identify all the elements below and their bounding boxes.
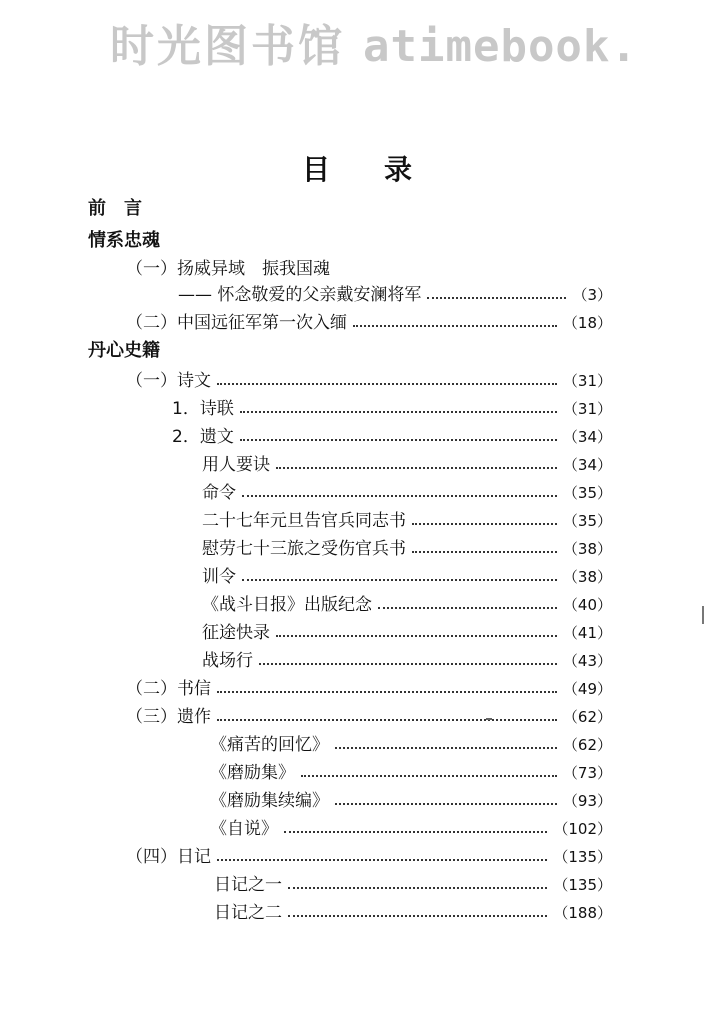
toc-heading-section-1 bbox=[88, 228, 288, 254]
toc-page-number: （31） bbox=[562, 400, 612, 418]
toc-entry bbox=[172, 396, 612, 422]
toc-page-number: （62） bbox=[562, 708, 612, 726]
watermark-chinese: 时光图书馆 bbox=[110, 21, 345, 72]
toc-entry-label: 命令 bbox=[202, 483, 236, 503]
toc-page-number: （41） bbox=[562, 624, 612, 642]
toc-entry-label: 2．遗文 bbox=[172, 427, 234, 447]
dot-leader bbox=[240, 439, 557, 441]
toc-entry bbox=[214, 872, 612, 898]
watermark-latin: atimebook. bbox=[363, 21, 638, 72]
toc-entry bbox=[210, 760, 612, 786]
toc-entry bbox=[126, 310, 612, 336]
toc-entry bbox=[126, 704, 612, 730]
toc-page-number: （31） bbox=[562, 372, 612, 390]
dot-leader bbox=[242, 495, 557, 497]
toc-entry-label: 慰劳七十三旅之受伤官兵书 bbox=[202, 539, 406, 559]
toc-entry-label: 二十七年元旦告官兵同志书 bbox=[202, 511, 406, 531]
toc-entry-label: 战场行 bbox=[202, 651, 253, 671]
toc-entry bbox=[126, 256, 426, 282]
toc-page-number: （43） bbox=[562, 652, 612, 670]
toc-entry bbox=[178, 282, 612, 308]
dot-leader bbox=[412, 523, 557, 525]
toc-entry-label: 日记之二 bbox=[214, 903, 282, 923]
toc-entry bbox=[214, 900, 612, 926]
toc-entry bbox=[202, 536, 612, 562]
dot-leader bbox=[217, 719, 557, 721]
scan-speck bbox=[702, 606, 704, 624]
toc-entry bbox=[126, 676, 612, 702]
dot-leader bbox=[284, 831, 547, 833]
toc-page-number: （62） bbox=[562, 736, 612, 754]
page-title: 目录 bbox=[301, 153, 466, 186]
dot-leader bbox=[427, 297, 566, 299]
dot-leader bbox=[412, 551, 557, 553]
toc-page-number: （93） bbox=[562, 792, 612, 810]
toc-page-number: （188） bbox=[553, 904, 612, 922]
dot-leader bbox=[353, 325, 557, 327]
toc-heading-section-2 bbox=[88, 338, 288, 364]
toc-page-number: （34） bbox=[562, 456, 612, 474]
dot-leader bbox=[301, 775, 557, 777]
dot-leader bbox=[378, 607, 557, 609]
toc-entry bbox=[202, 564, 612, 590]
dot-leader bbox=[288, 915, 547, 917]
dot-leader bbox=[276, 635, 557, 637]
dot-leader bbox=[259, 663, 557, 665]
toc-entry bbox=[126, 368, 612, 394]
toc-entry-label: 《痛苦的回忆》 bbox=[210, 735, 329, 755]
toc-entry-label: （二）书信 bbox=[126, 679, 211, 699]
toc-page-number: （135） bbox=[553, 876, 612, 894]
dot-leader bbox=[217, 859, 547, 861]
toc-entry-label: 《磨励集续编》 bbox=[210, 791, 329, 811]
toc-entry bbox=[172, 424, 612, 450]
toc-page-number: （135） bbox=[553, 848, 612, 866]
toc-page-number: （35） bbox=[562, 512, 612, 530]
toc-page-number: （102） bbox=[553, 820, 612, 838]
toc-entry bbox=[202, 592, 612, 618]
toc-page-number: （73） bbox=[562, 764, 612, 782]
toc-entry bbox=[202, 648, 612, 674]
toc-entry-label: （一）扬威异域 振我国魂 bbox=[126, 259, 330, 279]
toc-entry bbox=[202, 452, 612, 478]
toc-page-number: （34） bbox=[562, 428, 612, 446]
dot-leader bbox=[242, 579, 557, 581]
toc-heading-foreword bbox=[88, 196, 288, 222]
dot-leader bbox=[240, 411, 557, 413]
toc-page-number: （40） bbox=[562, 596, 612, 614]
toc-entry-label: 情系忠魂 bbox=[88, 230, 160, 251]
toc-entry-label: —— 怀念敬爱的父亲戴安澜将军 bbox=[178, 285, 422, 305]
toc-entry bbox=[210, 816, 612, 842]
toc-entry-label: （三）遗作 bbox=[126, 707, 211, 727]
toc-entry-label: 丹心史籍 bbox=[88, 340, 160, 361]
toc-page-number: （38） bbox=[562, 540, 612, 558]
toc-entry-label: 训令 bbox=[202, 567, 236, 587]
toc-entry bbox=[202, 508, 612, 534]
dot-leader bbox=[288, 887, 547, 889]
dot-leader bbox=[217, 691, 557, 693]
toc-entry-label: 用人要诀 bbox=[202, 455, 270, 475]
toc-entry bbox=[210, 732, 612, 758]
dot-leader bbox=[276, 467, 557, 469]
toc-entry bbox=[210, 788, 612, 814]
dot-leader bbox=[335, 747, 557, 749]
toc-entry bbox=[202, 480, 612, 506]
toc-entry-label: （四）日记 bbox=[126, 847, 211, 867]
toc-page-number: （49） bbox=[562, 680, 612, 698]
toc-entry-label: 征途快录 bbox=[202, 623, 270, 643]
scan-speck bbox=[486, 718, 492, 720]
toc-entry-label: 1．诗联 bbox=[172, 399, 234, 419]
toc-page-number: （35） bbox=[562, 484, 612, 502]
toc-entry-label: 《战斗日报》出版纪念 bbox=[202, 595, 372, 615]
toc-entry-label: 日记之一 bbox=[214, 875, 282, 895]
toc-entry bbox=[202, 620, 612, 646]
toc-page-number: （18） bbox=[562, 314, 612, 332]
watermark bbox=[110, 10, 638, 74]
toc-page-number: （3） bbox=[572, 286, 612, 304]
dot-leader bbox=[335, 803, 557, 805]
toc-page-number: （38） bbox=[562, 568, 612, 586]
toc-entry-label: 《自说》 bbox=[210, 819, 278, 839]
toc-entry bbox=[126, 844, 612, 870]
dot-leader bbox=[217, 383, 557, 385]
toc-entry-label: （一）诗文 bbox=[126, 371, 211, 391]
toc-entry-label: 前 言 bbox=[88, 198, 142, 219]
toc-entry-label: （二）中国远征军第一次入缅 bbox=[126, 313, 347, 333]
toc-entry-label: 《磨励集》 bbox=[210, 763, 295, 783]
